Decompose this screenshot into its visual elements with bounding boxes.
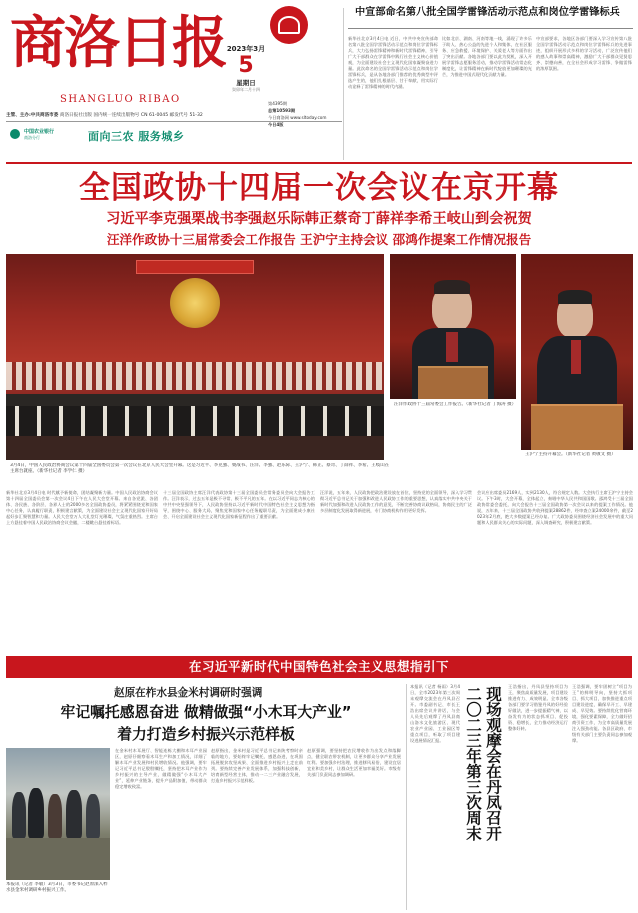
village-headline-2: 着力打造乡村振兴示范样板 xyxy=(117,726,295,743)
bank-ad xyxy=(10,127,210,147)
website: 今日商洛网 www.sltoday.com xyxy=(268,115,327,120)
commentary-headline-col2: 二〇二三年第三次周末 xyxy=(464,686,482,841)
page-count: 今日4版 xyxy=(268,122,284,127)
sponsor: 主管、主办:中共商洛市委 xyxy=(6,113,59,118)
main-body-col-1: 新华社北京3月4日电 时代赋予新使命，团结凝聚新力量。中国人民政治协商会议第十四届全国委员会第一次会议4日下午在人民大会堂开幕。来自各党派、各团体、各民族、各阶层、各界人士的2000多名全国政协委员，将紧紧围绕党和国家中心任务，认真履行职责，积极建言献策，为全面建设社会主义现代化国家开好局起好步汇聚智慧和力量。人民大会堂万人大礼堂灯光璀璨，气氛庄重热烈。主席台上方悬挂着中国人民政治协商会议会徽，二楼眺台悬挂着标语。 xyxy=(6,490,158,525)
publisher-line xyxy=(6,112,266,118)
bank-name: 中国农业银行 xyxy=(24,129,55,135)
commentary-body-3: 王浩强调，要牢固树立“项目为王”的鲜明导向，坚持大抓项目、抓大项目，加快推进重点项目建设进度，确保早开工、早建成、早见效。要持续优化营商环境，强化要素保障，全力做好招商引资工作，为全市高质量发展注入强劲动能。各县区政府、市级有关部门主要负责同志参加观摩。 xyxy=(572,684,632,743)
section-banner-text: 在习近平新时代中国特色社会主义思想指引下 xyxy=(188,659,449,674)
photo-speaker-1 xyxy=(390,254,516,399)
top-column-divider xyxy=(343,8,344,160)
main-top-rule xyxy=(6,162,632,164)
total-issue: 总第10593期 xyxy=(268,108,296,113)
bank-sub: 商洛分行 xyxy=(24,135,40,140)
village-kicker: 赵原在柞水县金米村调研时强调 xyxy=(114,687,263,699)
photo-village-visit xyxy=(6,748,110,880)
bottom-column-divider xyxy=(406,684,407,910)
top-right-body-3: 中宣部要求，各地区各部门要深入学习宣传第八批全国学雷锋活动示范点和岗位学雷锋标兵的先进事迹，组织开展形式多样的学习活动，广泛宣传他们的感人故事和崇高精神，激励广大干部群众见贤思齐、崇德向善，在全社会形成学习雷锋、争做雷锋的浓厚氛围。 xyxy=(536,36,632,71)
date-year-month: 2023年3月 xyxy=(226,45,266,53)
village-headline-1: 牢记嘱托感恩奋进 做精做强“小木耳大产业” xyxy=(60,704,352,721)
village-headline-block xyxy=(6,684,406,744)
commentary-body-1: 本报讯（记者 杨雨）3月4日，全市2023年第三次周末观摩交流会在丹凤县召开。市委副书记、市长王浩出席会议并讲话，与会人员先后观摩了丹凤县商山洛水文化旅游区、现代农业产业园、工业园区等重点项目，听取了项目建设进展情况汇报。 xyxy=(410,684,460,743)
main-headline: 全国政协十四届一次会议在京开幕 xyxy=(79,170,559,206)
date-weekday: 星期日 xyxy=(236,79,256,87)
main-body-col-3: 汪洋说，五年来，人民政协把政治建设放在首位，坚持党的全面领导，深入学习贯彻习近平总书记关于加强和改进人民政协工作的重要思想，认真落实中共中央关于新时代加强和改进人民政协工作的意见，不断完善协商议政格局，协商民主的广泛多层制度化发展取得新进展，专门协商机构作用更好发挥。 xyxy=(320,490,472,513)
date-block xyxy=(224,44,268,93)
commentary-headline-block xyxy=(464,686,504,902)
cppcc-emblem-icon xyxy=(170,278,220,328)
village-caption: 本报讯（记者 李敏）3月3日，市委书记赵原深入柞水县金米村调研乡村振兴工作。 xyxy=(6,882,108,893)
caption-1: 3月4日，中国人民政治协商会议第十四届全国委员会第一次会议在北京人民大会堂开幕。这是习近平、李克强、栗战书、汪洋、李强、赵乐际、王沪宁、韩正、蔡奇、丁薛祥、李希、王岐山在主席台就座。（新华社记者 李学仁 摄） xyxy=(10,463,390,474)
photo-speaker-2 xyxy=(521,254,633,450)
village-body-2: 赵原指出，金米村是习近平总书记来陕考察时亲临的地方，要始终牢记嘱托、感恩奋进，在巩固拓展脱贫攻坚成果、全面推进乡村振兴上走在前列。要持续完善产业发展体系，加强科技创新，培育新型经营主体，推动一二三产业融合发展，打造乡村振兴示范样板。 xyxy=(211,748,303,783)
main-subtitle-1: 习近平李克强栗战书李强赵乐际韩正蔡奇丁薛祥李希王岐山到会祝贺 xyxy=(106,211,532,227)
photo-great-hall xyxy=(6,254,384,460)
village-body-3: 赵原强调，要坚持把农民增收作为出发点和落脚点，健全联农带农机制，让更多群众分享产业发展红利。要加强乡村治理，推进移风易俗，建设宜居宜业和美乡村，让群众生活更加幸福美好。市级有关部门负责同志参加调研。 xyxy=(307,748,401,777)
masthead-divider xyxy=(6,121,342,122)
top-right-body-1: 新华社北京3月4日电 近日，中共中央宣传部命名第八批全国学雷锋活动示范点和岗位学雷锋标兵，大力弘扬雷锋精神和新时代雷锋精神，引导广大干部群众在学雷锋中践行社会主义核心价值观，为全面建设社会主义现代化国家凝聚奋进力量。此次命名的全国学雷锋活动示范点和岗位学雷锋标兵，是从各地各部门推荐的优秀典型中评选产生的，他们扎根基层、甘于奉献，用实际行动诠释了雷锋精神的时代内涵。 xyxy=(348,36,438,89)
commentary-body-2: 王浩指出，丹凤县坚持项目为王，聚焦高质量发展，项目建设推进有力、成效明显。全市各级各部门要学习借鉴丹凤的好经验好做法，进一步提振精气神，以奋发有为的状态抓项目、促投资、稳增长，全力推动经济运行整体好转。 xyxy=(508,684,568,731)
top-right-body-2: 比如北京、湖南、河南等地一线，涌现了许多乐于助人、热心公益的先进个人和集体，在社区服务、应急救援、环境保护、关爱老人等方面作出了突出贡献。各地各部门要以此为契机，深入开展学雷锋志愿服务活动，推动学雷锋活动常态化制度化，让雷锋精神在新时代绽放更加璀璨的光芒，为推进中国式现代化贡献力量。 xyxy=(442,36,532,77)
commentary-headline-col1: 现场观摩会在丹凤召开 xyxy=(484,686,502,841)
village-body-1: 在金米村木耳展厅、智能连栋大棚和木耳产业园区，赵原仔细察看木耳生产和加工情况，详细了解木耳产业发展和村民增收情况。他强调，要牢记习近平总书记殷殷嘱托，坚持把木耳产业作为乡村振兴的主导产业，做精做强“小木耳大产业”，延伸产业链条，提升产品附加值，带动群众稳定增收致富。 xyxy=(115,748,207,789)
publish-info: 商洛日报社出版 国内统一连续出版物号 CN 61-0045 邮发代号 51-32 xyxy=(59,113,203,118)
main-body-col-2: 十三届全国政协主席汪洋代表政协第十三届全国委员会常务委员会向大会报告工作。汪洋表示，过去五年是极不寻常、极不平凡的五年。在以习近平同志为核心的中共中央坚强领导下，人民政协坚持以习近平新时代中国特色社会主义思想为指导，围绕中心、服务大局，聚焦党和国家中心任务履职尽责，为全面建成小康社会、开启全面建设社会主义现代化国家新征程作出了重要贡献。 xyxy=(163,490,315,519)
main-subtitle-2: 汪洋作政协十三届常委会工作报告 王沪宁主持会议 邵鸿作提案工作情况报告 xyxy=(106,232,532,247)
newspaper-pinyin: SHANGLUO RIBAO xyxy=(60,94,181,105)
top-right-divider xyxy=(348,28,633,29)
caption-2: 汪洋作政协十三届常委会工作报告。（新华社记者 丁海涛 摄） xyxy=(394,402,516,407)
bank-logo-icon xyxy=(10,129,20,139)
masthead-emblem-icon xyxy=(270,6,308,44)
date-day: 5 xyxy=(238,53,254,78)
issue-code: 第4395期 xyxy=(268,101,288,106)
bank-slogan: 面向三农 服务城乡 xyxy=(88,130,185,143)
top-right-headline: 中宣部命名第八批全国学雷锋活动示范点和岗位学雷锋标兵 xyxy=(355,7,620,18)
section-banner xyxy=(6,656,632,678)
main-body-col-4: 会议应出席委员2169人，实到2130人，符合规定人数。大会执行主席王沪宁主持会议。下午3时，大会开幕，全体起立，奏唱中华人民共和国国歌。邵鸿受十三届全国政协常委会委托，向大会报告十三届全国政协第一次会议以来的提案工作情况。他说，五年来，十三届全国政协共收到提案28862件，经审查立案24000余件，截至2023年2月底，绝大多数提案已经办复。广大政协委员围绕经济社会发展中的重大问题和人民群众关心的实际问题，深入调查研究，积极建言献策。 xyxy=(477,490,633,525)
issue-info xyxy=(268,100,340,128)
date-lunar: 癸卯年二月十四 xyxy=(232,87,260,92)
newspaper-title: 商洛日报 xyxy=(10,10,226,76)
caption-3: 王沪宁主持开幕会。（新华社记者 黄敬文 摄） xyxy=(525,452,616,457)
